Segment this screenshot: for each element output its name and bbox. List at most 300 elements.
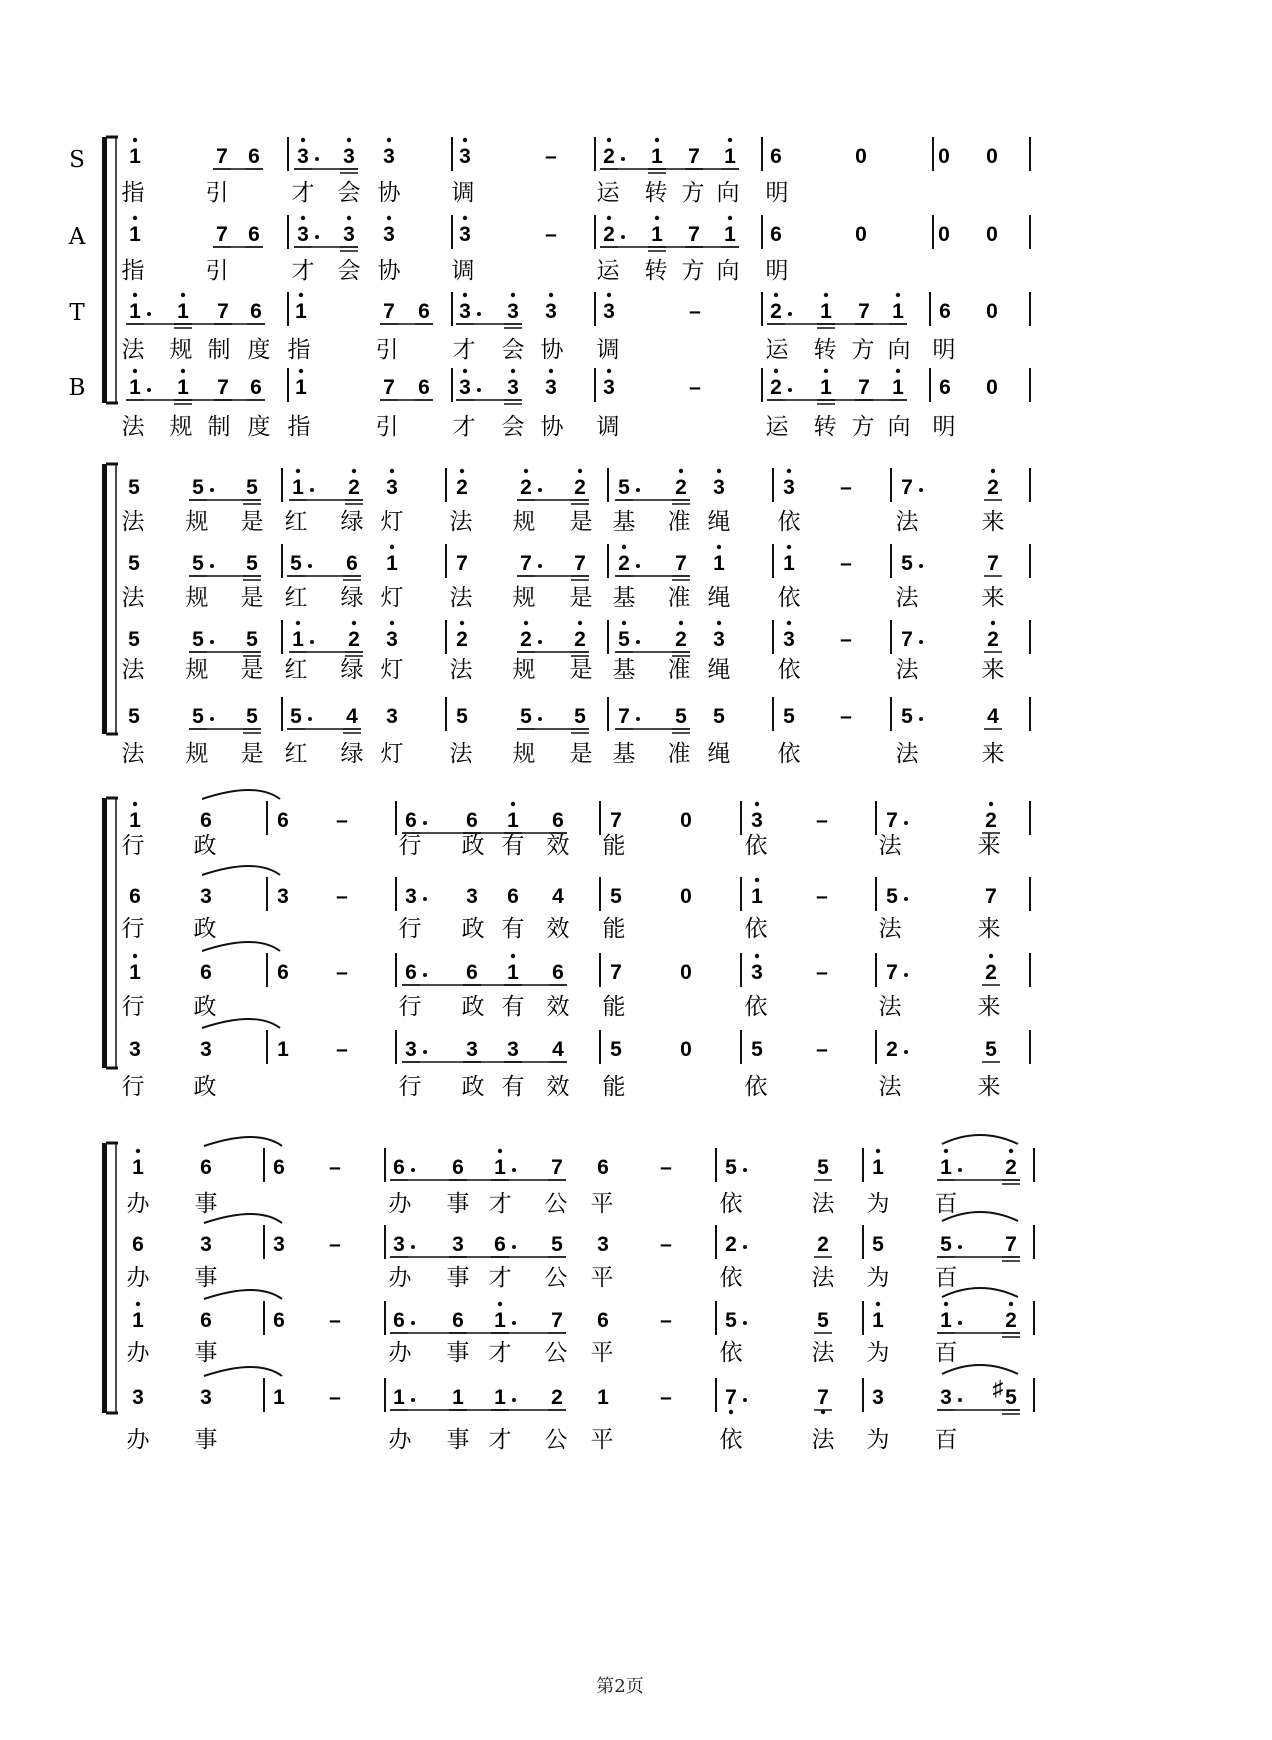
sustain-dash: – (840, 476, 852, 499)
augmentation-dot (308, 564, 312, 568)
octave-up-dot (989, 802, 993, 806)
lyric-syllable: 规 (512, 657, 536, 683)
octave-up-dot (944, 1302, 948, 1306)
octave-up-dot (133, 369, 137, 373)
note-1: 1 (273, 1386, 285, 1409)
note-2: 2 (603, 145, 615, 168)
lyric-syllable: 转 (813, 337, 837, 363)
note-1: 1 (713, 552, 725, 575)
lyric-syllable: 来 (977, 916, 1001, 942)
sustain-dash: – (660, 1309, 672, 1332)
note-5: 5 (128, 476, 140, 499)
octave-up-dot (824, 369, 828, 373)
note-1: 1 (129, 809, 141, 832)
note-2: 2 (574, 628, 586, 651)
lyric-syllable: 行 (121, 994, 145, 1020)
note-1: 1 (292, 628, 304, 651)
augmentation-dot (210, 640, 214, 644)
lyric-syllable: 法 (811, 1191, 835, 1217)
lyric-syllable: 调 (596, 414, 620, 440)
lyric-syllable: 行 (121, 1074, 145, 1100)
octave-up-dot (991, 469, 995, 473)
lyric-syllable: 为 (866, 1427, 890, 1453)
octave-up-dot (498, 1149, 502, 1153)
lyric-syllable: 明 (932, 337, 956, 363)
lyric-syllable: 依 (744, 916, 768, 942)
lyric-syllable: 度 (247, 414, 271, 440)
note-5: 5 (128, 705, 140, 728)
octave-up-dot (755, 878, 759, 882)
lyric-syllable: 才 (452, 414, 476, 440)
lyric-syllable: 协 (377, 180, 401, 206)
augmentation-dot (904, 821, 908, 825)
octave-up-dot (387, 216, 391, 220)
note-3: 3 (200, 1038, 212, 1061)
note-3: 3 (386, 628, 398, 651)
augmentation-dot (315, 157, 319, 161)
lyric-syllable: 来 (977, 833, 1001, 859)
note-3: 3 (713, 476, 725, 499)
lyric-syllable: 是 (569, 741, 593, 767)
lyric-syllable: 引 (375, 414, 399, 440)
note-6: 6 (129, 885, 141, 908)
note-7: 7 (574, 552, 586, 575)
octave-up-dot (524, 469, 528, 473)
note-7: 7 (901, 628, 913, 651)
note-7: 7 (858, 300, 870, 323)
octave-up-dot (387, 138, 391, 142)
lyric-syllable: 有 (501, 994, 525, 1020)
system-bracket (102, 137, 107, 403)
lyric-syllable: 法 (811, 1265, 835, 1291)
note-3: 3 (603, 376, 615, 399)
lyric-syllable: 公 (544, 1191, 568, 1217)
note-6: 6 (770, 145, 782, 168)
system-bracket (102, 1143, 107, 1413)
augmentation-dot (743, 1245, 747, 1249)
augmentation-dot (477, 312, 481, 316)
lyric-syllable: 会 (501, 337, 525, 363)
lyric-syllable: 明 (765, 180, 789, 206)
lyric-syllable: 百 (934, 1340, 958, 1366)
note-7: 7 (1005, 1233, 1017, 1256)
sustain-dash: – (336, 1038, 348, 1061)
lyric-syllable: 事 (446, 1265, 470, 1291)
tie-arc (204, 1290, 282, 1299)
lyric-syllable: 运 (596, 180, 620, 206)
note-7: 7 (520, 552, 532, 575)
lyric-syllable: 政 (193, 994, 217, 1020)
note-5: 5 (901, 552, 913, 575)
octave-up-dot (133, 216, 137, 220)
note-3: 3 (459, 145, 471, 168)
sustain-dash: – (336, 961, 348, 984)
octave-up-dot (717, 621, 721, 625)
voice-label-b: B (68, 375, 86, 401)
lyric-syllable: 法 (121, 657, 145, 683)
octave-up-dot (717, 545, 721, 549)
note-2: 2 (987, 476, 999, 499)
lyric-syllable: 依 (744, 1074, 768, 1100)
note-5: 5 (520, 705, 532, 728)
note-3: 3 (452, 1233, 464, 1256)
lyric-syllable: 规 (512, 585, 536, 611)
page-number: 第2页 (596, 1676, 644, 1697)
lyric-syllable: 才 (488, 1427, 512, 1453)
lyric-syllable: 准 (667, 741, 691, 767)
lyric-syllable: 为 (866, 1340, 890, 1366)
lyric-syllable: 办 (388, 1191, 412, 1217)
sustain-dash: – (329, 1156, 341, 1179)
augmentation-dot (411, 1245, 415, 1249)
lyric-syllable: 才 (488, 1191, 512, 1217)
octave-up-dot (390, 469, 394, 473)
augmentation-dot (743, 1321, 747, 1325)
lyric-syllable: 指 (287, 337, 311, 363)
system-bracket (102, 464, 107, 734)
note-5: 5 (128, 628, 140, 651)
note-7: 7 (551, 1309, 563, 1332)
note-7: 7 (886, 961, 898, 984)
lyric-syllable: 规 (512, 741, 536, 767)
octave-up-dot (787, 469, 791, 473)
note-2: 2 (987, 628, 999, 651)
lyric-syllable: 法 (121, 741, 145, 767)
lyric-syllable: 灯 (380, 585, 404, 611)
note-2: 2 (618, 552, 630, 575)
lyric-syllable: 政 (461, 994, 485, 1020)
lyric-syllable: 法 (895, 585, 919, 611)
lyric-syllable: 准 (667, 657, 691, 683)
lyric-syllable: 绳 (707, 657, 731, 683)
note-7: 7 (985, 885, 997, 908)
note-1: 1 (129, 300, 141, 323)
lyric-syllable: 转 (813, 414, 837, 440)
note-3: 3 (297, 223, 309, 246)
sustain-dash: – (660, 1156, 672, 1179)
lyric-syllable: 引 (205, 258, 229, 284)
lyric-syllable: 绿 (340, 509, 364, 535)
note-4: 4 (987, 705, 999, 728)
lyric-syllable: 行 (121, 916, 145, 942)
lyric-syllable: 百 (934, 1265, 958, 1291)
note-7: 7 (383, 300, 395, 323)
note-6: 6 (597, 1156, 609, 1179)
octave-up-dot (296, 469, 300, 473)
lyric-syllable: 是 (240, 741, 264, 767)
lyric-syllable: 法 (449, 585, 473, 611)
lyric-syllable: 来 (981, 509, 1005, 535)
lyric-syllable: 依 (744, 833, 768, 859)
augmentation-dot (904, 897, 908, 901)
note-2: 2 (770, 376, 782, 399)
augmentation-dot (477, 388, 481, 392)
note-1: 1 (177, 376, 189, 399)
note-2: 2 (456, 628, 468, 651)
lyric-syllable: 事 (446, 1340, 470, 1366)
octave-up-dot (352, 469, 356, 473)
note-3: 3 (713, 628, 725, 651)
lyric-syllable: 引 (375, 337, 399, 363)
lyric-syllable: 绿 (340, 585, 364, 611)
augmentation-dot (958, 1398, 962, 1402)
lyric-syllable: 法 (449, 741, 473, 767)
note-0: 0 (986, 300, 998, 323)
note-3: 3 (872, 1386, 884, 1409)
note-5: 5 (783, 705, 795, 728)
lyric-syllable: 才 (452, 337, 476, 363)
lyric-syllable: 规 (185, 509, 209, 535)
augmentation-dot (904, 1050, 908, 1054)
octave-up-dot (524, 621, 528, 625)
lyric-syllable: 方 (851, 414, 875, 440)
note-6: 6 (939, 300, 951, 323)
lyric-syllable: 百 (934, 1427, 958, 1453)
note-6: 6 (250, 300, 262, 323)
octave-up-dot (774, 293, 778, 297)
octave-up-dot (301, 138, 305, 142)
lyric-syllable: 明 (765, 258, 789, 284)
lyric-syllable: 基 (612, 741, 636, 767)
lyric-syllable: 准 (667, 509, 691, 535)
sustain-dash: – (816, 1038, 828, 1061)
sustain-dash: – (689, 376, 701, 399)
note-3: 3 (386, 705, 398, 728)
augmentation-dot (210, 488, 214, 492)
lyric-syllable: 法 (121, 337, 145, 363)
note-7: 7 (987, 552, 999, 575)
note-7: 7 (901, 476, 913, 499)
note-5: 5 (574, 705, 586, 728)
lyric-syllable: 制 (207, 337, 231, 363)
note-1: 1 (872, 1309, 884, 1332)
note-3: 3 (545, 300, 557, 323)
note-6: 6 (200, 809, 212, 832)
lyric-syllable: 红 (284, 585, 308, 611)
augmentation-dot (147, 388, 151, 392)
note-1: 1 (452, 1386, 464, 1409)
note-1: 1 (494, 1156, 506, 1179)
lyric-syllable: 法 (878, 916, 902, 942)
note-5: 5 (751, 1038, 763, 1061)
note-7: 7 (618, 705, 630, 728)
octave-up-dot (679, 469, 683, 473)
note-1: 1 (494, 1309, 506, 1332)
augmentation-dot (423, 897, 427, 901)
lyric-syllable: 会 (337, 180, 361, 206)
octave-up-dot (133, 802, 137, 806)
note-3: 3 (383, 223, 395, 246)
note-2: 2 (770, 300, 782, 323)
sustain-dash: – (336, 885, 348, 908)
note-6: 6 (250, 376, 262, 399)
lyric-syllable: 办 (126, 1191, 150, 1217)
note-5: 5 (128, 552, 140, 575)
tie-arc (942, 1365, 1018, 1374)
note-3: 3 (386, 476, 398, 499)
augmentation-dot (538, 488, 542, 492)
note-5: 5 (886, 885, 898, 908)
lyric-syllable: 规 (169, 337, 193, 363)
lyric-syllable: 事 (446, 1427, 470, 1453)
octave-up-dot (1009, 1302, 1013, 1306)
note-1: 1 (177, 300, 189, 323)
tie-arc (202, 790, 280, 799)
lyric-syllable: 能 (602, 916, 626, 942)
lyric-syllable: 红 (284, 741, 308, 767)
lyric-syllable: 办 (126, 1340, 150, 1366)
octave-up-dot (787, 621, 791, 625)
lyric-syllable: 依 (777, 509, 801, 535)
lyric-syllable: 法 (449, 509, 473, 535)
lyric-syllable: 事 (194, 1340, 218, 1366)
lyric-syllable: 来 (981, 657, 1005, 683)
lyric-syllable: 法 (121, 585, 145, 611)
voice-label-a: A (68, 224, 86, 250)
note-1: 1 (892, 376, 904, 399)
lyric-syllable: 公 (544, 1427, 568, 1453)
sustain-dash: – (816, 885, 828, 908)
note-3: 3 (507, 376, 519, 399)
octave-up-dot (679, 621, 683, 625)
note-5: 5 (725, 1156, 737, 1179)
note-2: 2 (817, 1233, 829, 1256)
note-6: 6 (597, 1309, 609, 1332)
octave-up-dot (133, 293, 137, 297)
note-6: 6 (346, 552, 358, 575)
note-3: 3 (132, 1386, 144, 1409)
augmentation-dot (423, 1050, 427, 1054)
lyric-syllable: 政 (193, 916, 217, 942)
note-6: 6 (552, 809, 564, 832)
note-1: 1 (724, 145, 736, 168)
note-1: 1 (132, 1156, 144, 1179)
voice-label-s: S (69, 147, 85, 173)
lyric-syllable: 百 (934, 1191, 958, 1217)
note-3: 3 (405, 885, 417, 908)
octave-up-dot (655, 138, 659, 142)
note-2: 2 (551, 1386, 563, 1409)
octave-up-dot (463, 293, 467, 297)
note-2: 2 (1005, 1156, 1017, 1179)
lyric-syllable: 行 (398, 833, 422, 859)
note-5: 5 (246, 628, 258, 651)
lyric-syllable: 指 (121, 180, 145, 206)
note-6: 6 (452, 1309, 464, 1332)
tie-arc (202, 866, 280, 875)
octave-up-dot (299, 369, 303, 373)
lyric-syllable: 绿 (340, 657, 364, 683)
note-3: 3 (393, 1233, 405, 1256)
augmentation-dot (919, 488, 923, 492)
note-7: 7 (725, 1386, 737, 1409)
system-bracket (102, 798, 107, 1068)
lyric-syllable: 灯 (380, 509, 404, 535)
lyric-syllable: 依 (777, 657, 801, 683)
lyric-syllable: 引 (205, 180, 229, 206)
note-4: 4 (552, 885, 564, 908)
augmentation-dot (310, 640, 314, 644)
note-1: 1 (129, 223, 141, 246)
note-6: 6 (277, 961, 289, 984)
augmentation-dot (788, 312, 792, 316)
note-3: 3 (273, 1233, 285, 1256)
note-6: 6 (277, 809, 289, 832)
note-3: 3 (940, 1386, 952, 1409)
note-5: 5 (192, 552, 204, 575)
lyric-syllable: 才 (291, 180, 315, 206)
sustain-dash: – (336, 809, 348, 832)
note-6: 6 (770, 223, 782, 246)
augmentation-dot (636, 488, 640, 492)
lyric-syllable: 方 (681, 258, 705, 284)
note-0: 0 (855, 223, 867, 246)
note-6: 6 (507, 885, 519, 908)
note-3: 3 (343, 145, 355, 168)
lyric-syllable: 方 (851, 337, 875, 363)
octave-up-dot (774, 369, 778, 373)
note-1: 1 (507, 961, 519, 984)
augmentation-dot (919, 564, 923, 568)
lyric-syllable: 办 (126, 1427, 150, 1453)
note-1: 1 (651, 145, 663, 168)
note-6: 6 (466, 809, 478, 832)
lyric-syllable: 度 (247, 337, 271, 363)
tie-arc (202, 1019, 280, 1028)
lyric-syllable: 公 (544, 1340, 568, 1366)
octave-up-dot (460, 621, 464, 625)
note-7: 7 (610, 809, 622, 832)
tie-arc (204, 1367, 282, 1376)
lyric-syllable: 基 (612, 509, 636, 535)
lyric-syllable: 协 (540, 414, 564, 440)
note-7: 7 (456, 552, 468, 575)
augmentation-dot (636, 640, 640, 644)
augmentation-dot (411, 1321, 415, 1325)
lyric-syllable: 是 (569, 657, 593, 683)
note-7: 7 (688, 223, 700, 246)
note-7: 7 (858, 376, 870, 399)
note-1: 1 (597, 1386, 609, 1409)
note-1: 1 (295, 376, 307, 399)
lyric-syllable: 指 (121, 258, 145, 284)
octave-up-dot (717, 469, 721, 473)
octave-up-dot (498, 1302, 502, 1306)
octave-up-dot (755, 954, 759, 958)
note-4: 4 (346, 705, 358, 728)
lyric-syllable: 法 (878, 994, 902, 1020)
note-7: 7 (216, 223, 228, 246)
note-3: 3 (783, 628, 795, 651)
note-3: 3 (459, 376, 471, 399)
lyric-syllable: 方 (681, 180, 705, 206)
note-3: 3 (507, 1038, 519, 1061)
octave-up-dot (463, 138, 467, 142)
note-2: 2 (348, 628, 360, 651)
lyric-syllable: 为 (866, 1265, 890, 1291)
note-6: 6 (552, 961, 564, 984)
note-1: 1 (393, 1386, 405, 1409)
note-5: 5 (675, 705, 687, 728)
octave-up-dot (655, 216, 659, 220)
note-0: 0 (938, 145, 950, 168)
lyric-syllable: 才 (488, 1265, 512, 1291)
lyric-syllable: 行 (398, 994, 422, 1020)
lyric-syllable: 事 (446, 1191, 470, 1217)
lyric-syllable: 依 (744, 994, 768, 1020)
augmentation-dot (958, 1321, 962, 1325)
lyric-syllable: 效 (546, 1074, 570, 1100)
